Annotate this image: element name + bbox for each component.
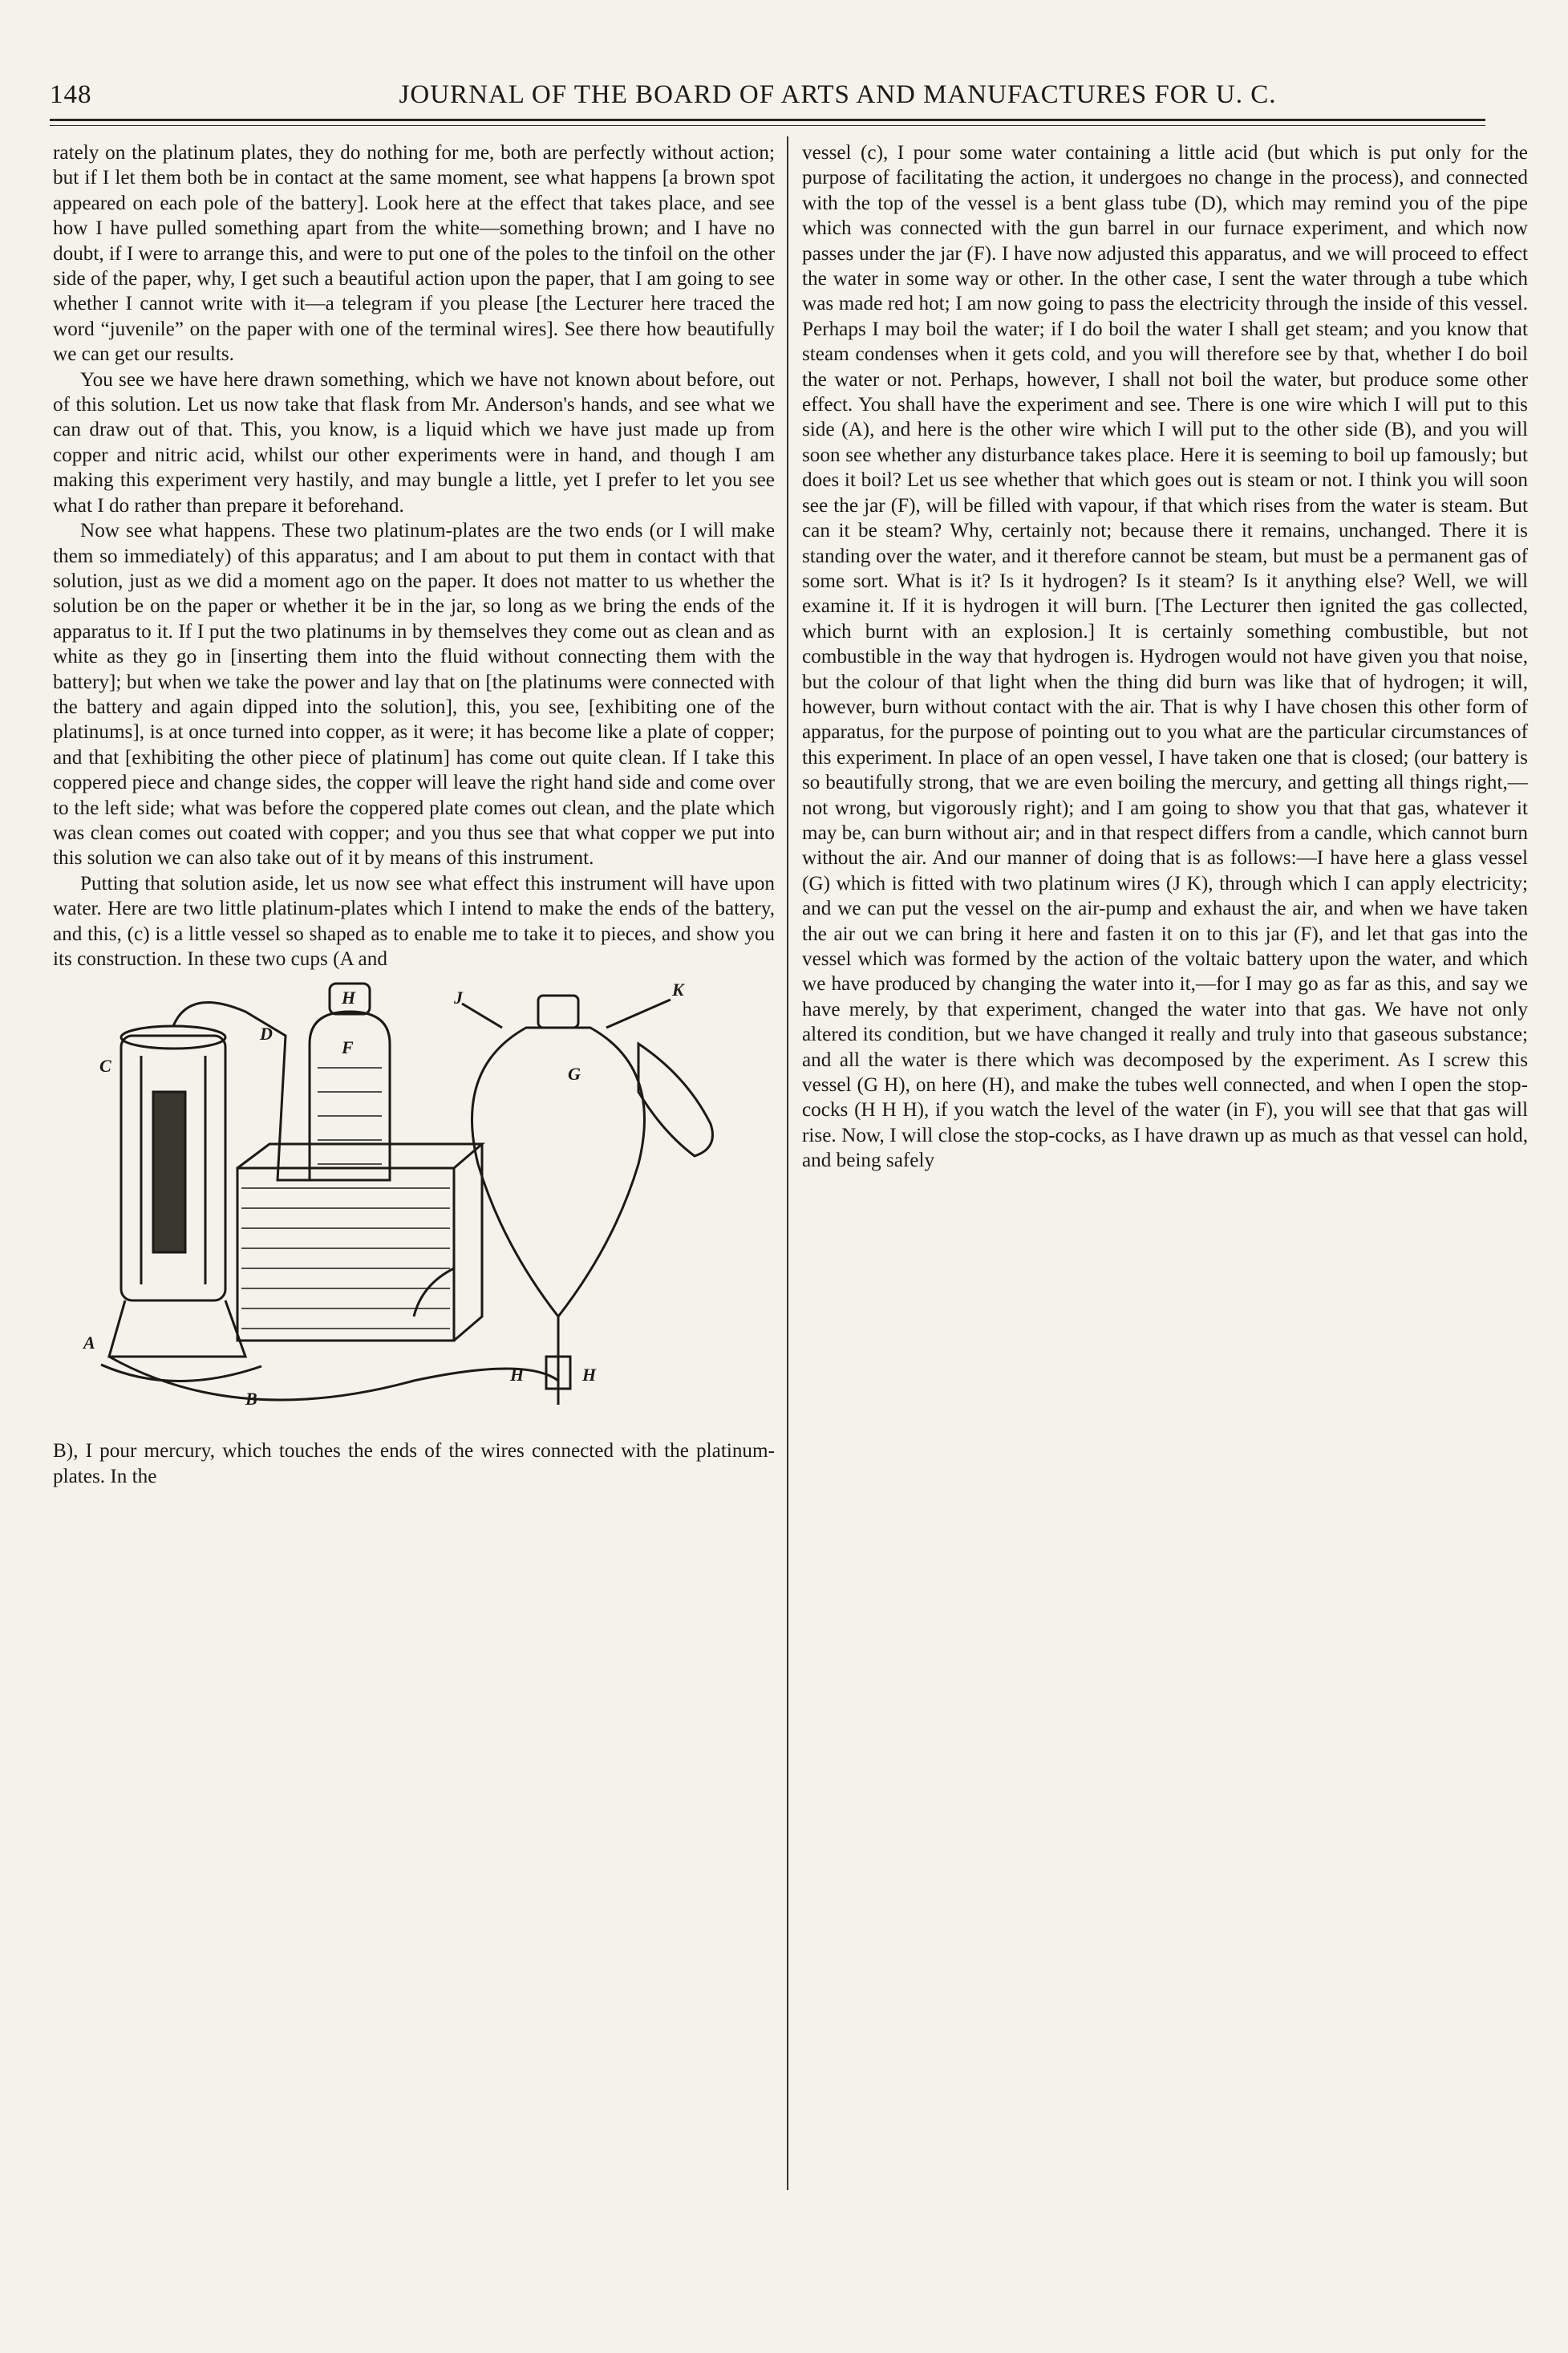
bent-tube-d-icon: [173, 1003, 318, 1181]
paragraph: vessel (c), I pour some water containing a little acid (but which is put only for the purpose of facilitating the action, it undergoes no change in the process), and connected with the top of the vessel is a bent glass tube (D), which may remind you of the pipe which was connected with the gun barrel in our furnace experiment, and which now passes under the jar (F). I have now adjusted this apparatus, and we will proceed to effect the water in some way or other. In the other case, I sent the water through a tube which was made red hot; I am now going to pass the electricity through the inside of this vessel. Perhaps I may boil the water; if I do boil the water I shall get steam; and you know that steam condenses when it gets cold, and you will therefore see by that, whether I do boil the water or not. Perhaps, however, I shall not boil the water, but produce some other effect. You shall have the experiment and see. There is one wire which I will put to this side (A), and here is the other wire which I will put to the other side (B), and you will soon see whether any disturbance takes place. Here it is seeming to boil up famously; but does it boil? Let us see whether that which goes out is steam or not. I think you will soon see the jar (F), will be filled with vapour, if that which rises from the water is steam. But can it be steam? Why, certainly not; because there it remains, unchanged. There it is standing over the water, and it therefore cannot be steam, but must be a permanent gas of some sort. What is it? Is it hydrogen? Is it steam? Is it anything else? Well, we will examine it. If it is hydrogen it will burn. [The Lecturer then ignited the gas collected, which burnt with an explosion.] It is certainly something combustible, but not combustible in the way that hydrogen is. Hydrogen would not have given you that noise, but the colour of that light when the thing did burn was like that of hydrogen; it will, however, burn without contact with the air. That is why I have chosen this other form of apparatus, for the purpose of pointing out to you what are the particular circumstances of this experiment. In place of an open vessel, I have taken one that is closed; (our battery is so beautifully strong, that we are even boiling the mercury, and getting all things right,—not wrong, but vigorously right); and I am going to show you that that gas, whatever it may be, can burn without air; and in that respect differs from a candle, which cannot burn without the air. And our manner of doing that is as follows:—I have here a glass vessel (G) which is fitted with two platinum wires (J K), through which I can apply electricity; and we can put the vessel on the air-pump and exhaust the air, and when we have taken the air out we can bring it here and fasten it on to this jar (F), and let that gas into the vessel which was formed by the action of the voltaic battery upon the water, and which we have produced by changing the water into it,—for I may go as far as this, and say we have merely, by that experiment, changed the water into that gas. We have not only altered its condition, but we have changed it really and truly into that gaseous substance; and all the water is there which was decomposed by the experiment. As I screw this vessel (G H), on here (H), and make the tubes well connected, and when I open the stop-cocks (H H H), if you watch the level of the water (in F), you will see that that gas will rise. Now, I will close the stop-cocks, as I have drawn up as much as that vessel can hold, and being safely: [802, 142, 1528, 1172]
paragraph: rately on the platinum plates, they do nothing for me, both are perfectly without action; but if I let them both be in contact at the same moment, see what happens [a brown spot appeared on each pole of the battery]. Look here at the effect that takes place, and see how I have pulled something apart from the white—something brown; and I have no doubt, if I were to arrange this, and were to put one of the poles to the tinfoil on the other side of the paper, why, I get such a beautiful action upon the paper, that I am going to see whether I cannot write with it—a telegram if you please [the Lecturer here traced the word “juvenile” on the paper with one of the terminal wires]. See there how beautifully we can get our results.: [53, 142, 775, 366]
fig-label-h3: H: [582, 1365, 597, 1385]
fig-label-a: A: [83, 1333, 95, 1353]
platinum-wires-icon: [462, 1000, 671, 1028]
apparatus-illustration: [77, 980, 735, 1429]
trough-icon: [237, 1168, 454, 1341]
paragraph: B), I pour mercury, which touches the ends of the wires connected with the platinum-plates. In the: [53, 1440, 775, 1487]
right-column: [802, 140, 1528, 1174]
left-column: [53, 140, 775, 1489]
globe-g-icon: [472, 1028, 645, 1316]
fig-label-j: J: [454, 988, 463, 1008]
fig-label-b: B: [245, 1389, 257, 1410]
hand-icon: [638, 1044, 713, 1156]
paragraph: Now see what happens. These two platinum-plates are the two ends (or I will make them so immediately) of this apparatus; and I am about to put them in contact with that solution, just as we did a moment ago on the paper. It does not matter to us whether the solution be on the paper or whether it be in the jar, so long as we bring the ends of the apparatus to it. If I put the two platinums in by themselves they come out as clean and as white as they go in [inserting them into the fluid without connecting them with the battery]; but when we take the power and lay that on [the platinums were connected with the battery and again dipped into the solution], this, you see, [exhibiting one of the platinums], is at once turned into copper, as it were; it has become like a plate of copper; and that [exhibiting the other piece of platinum] has come out quite clean. If I take this coppered piece and change sides, the copper will leave the right hand side and come over to the left side; what was before the coppered plate comes out clean, and the plate which was clean comes out coated with copper; and you thus see that what copper we put into this solution we can also take out of it by means of this instrument.: [53, 520, 775, 870]
header-rule: [50, 119, 1485, 121]
electrolysis-apparatus-engraving: [77, 980, 735, 1429]
running-header: [50, 74, 1485, 114]
fig-label-g: G: [568, 1064, 581, 1085]
journal-title: JOURNAL OF THE BOARD OF ARTS AND MANUFACTURES FOR U. C.: [399, 80, 1277, 109]
hand-left-icon: [414, 1268, 454, 1316]
fig-label-f: F: [342, 1037, 354, 1058]
column-divider: [787, 136, 788, 2190]
paragraph: You see we have here drawn something, which we have not known about before, out of this solution. Let us now take that flask from Mr. Anderson's hands, and see what we can draw out of that. This, you know, is a liquid which we have just made up from copper and nitric acid, whilst our other experiments were in hand, and though I am making this experiment very hastily, and may bungle a little, yet I prefer to let you see what I do rather than prepare it beforehand.: [53, 368, 775, 517]
paragraph: Putting that solution aside, let us now see what effect this instrument will have upon water. Here are two little platinum-plates which I intend to make the ends of the battery, and this, (c) is a little vessel so shaped as to enable me to take it to pieces, and show you its construction. In these two cups (A and: [53, 872, 775, 970]
fig-label-d: D: [260, 1024, 273, 1045]
fig-label-c: C: [99, 1056, 111, 1077]
fig-label-h: H: [342, 988, 356, 1008]
header-rule-thin: [50, 125, 1485, 126]
fig-label-h2: H: [510, 1365, 525, 1385]
page-number: 148: [50, 80, 92, 109]
fig-label-k: K: [672, 980, 684, 1000]
